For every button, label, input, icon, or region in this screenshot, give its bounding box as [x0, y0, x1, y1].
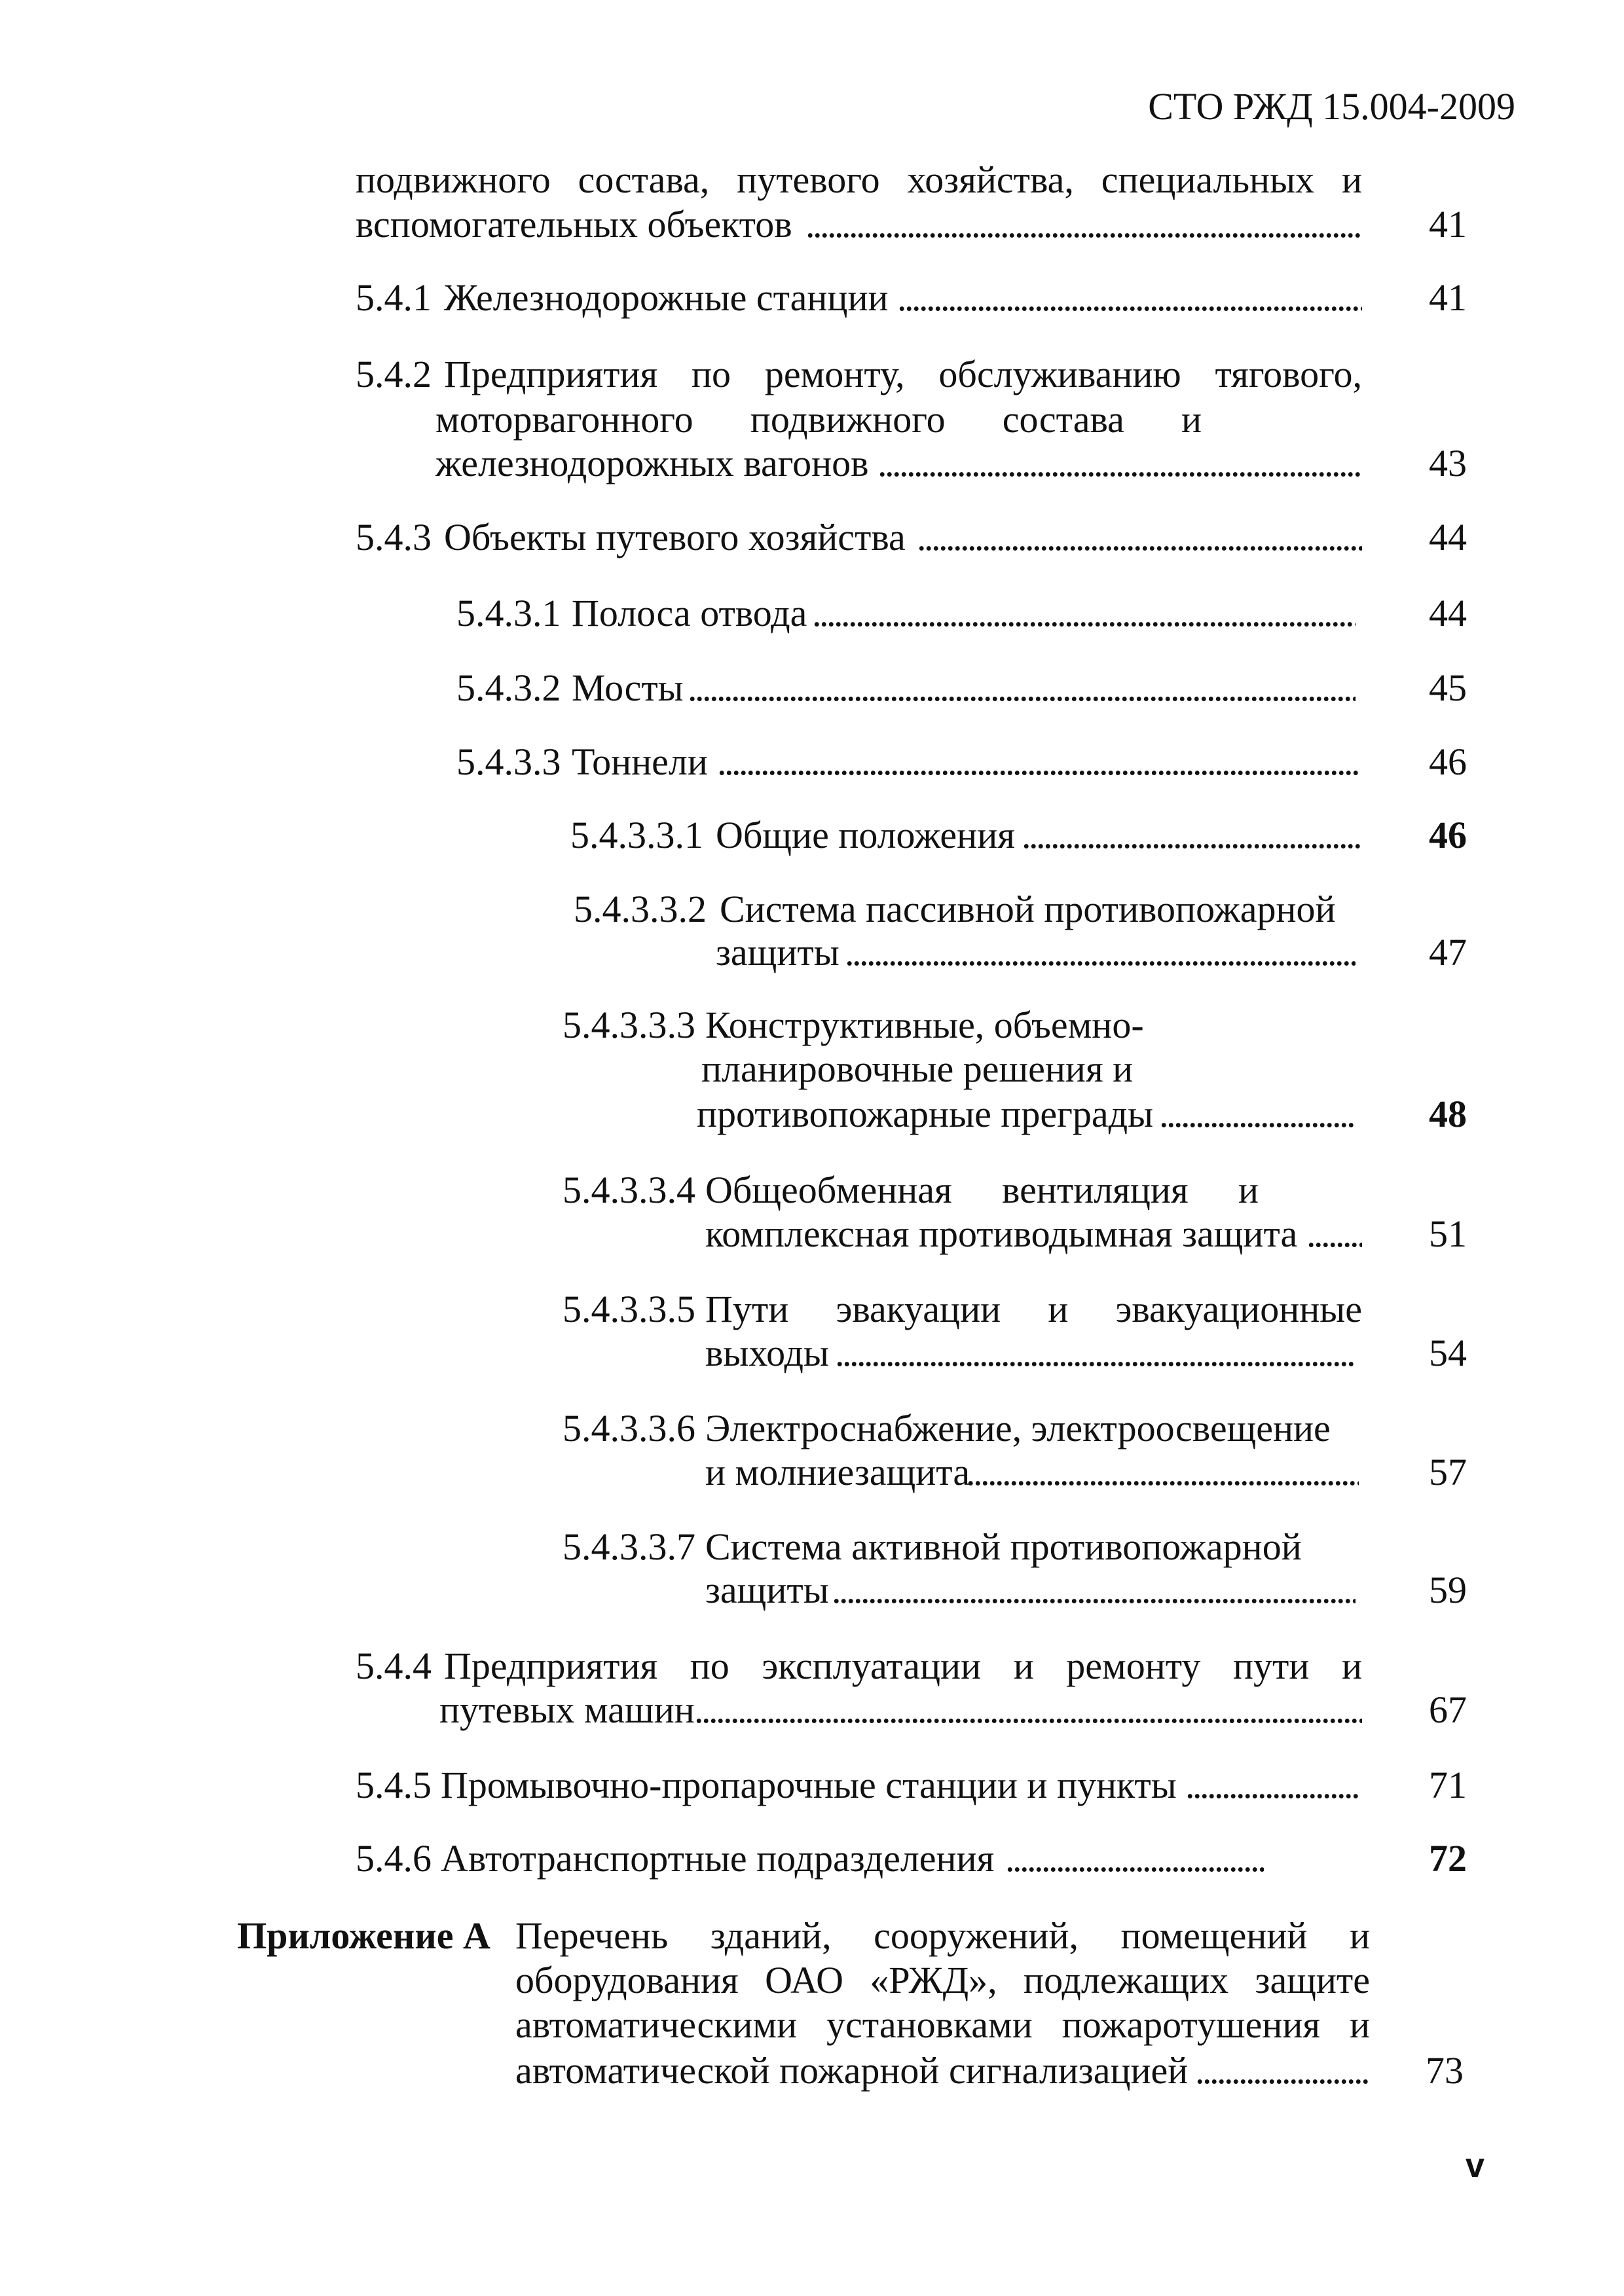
toc-entry-number: 5.4.3.1 [456, 592, 561, 634]
page-number-footer: v [1466, 2147, 1485, 2185]
toc-entry-line: Пути эвакуации и эвакуационные [705, 1288, 1362, 1330]
toc-entry-number: 5.4.3.3.1 [570, 814, 703, 856]
toc-page-number: 67 [1429, 1688, 1467, 1731]
toc-entry-line: планировочные решения и [701, 1048, 1134, 1090]
toc-entry-line: Предприятия по эксплуатации и ремонту пути и [444, 1645, 1362, 1687]
dot-leader [694, 1687, 1362, 1733]
toc-entry-line: Общеобменная вентиляция и [705, 1169, 1259, 1211]
dot-leader [832, 1567, 1356, 1613]
toc-page-number: 48 [1429, 1093, 1467, 1135]
toc-page-number: 51 [1429, 1212, 1467, 1255]
toc-page-number: 71 [1429, 1764, 1467, 1806]
toc-entry-number: 5.4.3.2 [456, 666, 561, 709]
dot-leader [845, 930, 1356, 975]
dot-leader [1195, 2048, 1369, 2094]
toc-entry-number: 5.4.1 [356, 276, 432, 319]
dot-leader [966, 1449, 1359, 1495]
toc-entry-line: вспомогательных объектов [356, 203, 792, 246]
toc-page-number: 46 [1429, 740, 1467, 783]
toc-entry-line: защиты [716, 931, 840, 974]
toc-entry-line: защиты [705, 1569, 829, 1611]
dot-leader [812, 591, 1356, 636]
dot-leader [717, 739, 1359, 785]
toc-entry-line: оборудования ОАО «РЖД», подлежащих защите [515, 1959, 1370, 2001]
toc-entry-line: путевых машин [439, 1688, 695, 1731]
toc-entry-number: 5.4.3.3.5 [563, 1288, 695, 1330]
toc-entry-line: Промывочно-пропарочные станции и пункты [441, 1764, 1177, 1806]
toc-entry-line: железнодорожных вагонов [435, 442, 869, 484]
toc-entry-line: Конструктивные, объемно- [705, 1004, 1144, 1046]
toc-entry-number: 5.4.6 [356, 1837, 432, 1880]
toc-entry-number: 5.4.3.3.7 [563, 1525, 695, 1568]
toc-entry-line: Электроснабжение, электроосвещение [705, 1407, 1331, 1449]
toc-page-number: 45 [1429, 666, 1467, 709]
toc-entry-line: и молниезащита [705, 1451, 970, 1493]
toc-page-number: 47 [1429, 931, 1467, 974]
appendix-label: Приложение А [237, 1914, 490, 1957]
dot-leader [1306, 1211, 1362, 1257]
toc-entry-line: Перечень зданий, сооружений, помещений и [515, 1914, 1370, 1957]
toc-entry-number: 5.4.3 [356, 516, 432, 558]
toc-entry-number: 5.4.3.3.2 [574, 888, 707, 930]
dot-leader [917, 515, 1362, 560]
dot-leader [1185, 1762, 1359, 1808]
toc-entry-line: противопожарные преграды [697, 1093, 1154, 1135]
toc-page-number: 44 [1429, 516, 1467, 558]
toc-entry-line: выходы [705, 1332, 829, 1374]
toc-page-number: 73 [1426, 2049, 1464, 2092]
toc-entry-line: Мосты [572, 666, 684, 709]
toc-page-number: 59 [1429, 1569, 1467, 1611]
toc-page-number: 41 [1429, 276, 1467, 319]
toc-page-number: 41 [1429, 203, 1467, 246]
toc-page-number: 54 [1429, 1332, 1467, 1374]
toc-entry-line: Полоса отвода [572, 592, 807, 634]
toc-entry-line: Система активной противопожарной [705, 1525, 1302, 1568]
dot-leader [688, 665, 1356, 711]
toc-page-number: 72 [1429, 1837, 1467, 1880]
toc-entry-number: 5.4.2 [356, 353, 432, 395]
dot-leader [897, 275, 1362, 321]
toc-entry-number: 5.4.4 [356, 1645, 432, 1687]
toc-entry-number: 5.4.3.3.3 [563, 1004, 695, 1046]
toc-entry-number: 5.4.3.3.6 [563, 1407, 695, 1449]
toc-page-number: 57 [1429, 1451, 1467, 1493]
dot-leader [1022, 812, 1362, 858]
toc-entry-line: подвижного состава, путевого хозяйства, специальных и [356, 158, 1362, 201]
toc-entry-line: автоматической пожарной сигнализацией [515, 2049, 1189, 2092]
toc-entry-line: моторвагонного подвижного состава и [435, 398, 1202, 441]
dot-leader [835, 1330, 1356, 1376]
toc-page-number: 43 [1429, 442, 1467, 484]
toc-page-number: 44 [1429, 592, 1467, 634]
toc-entry-line: Общие положения [716, 814, 1015, 856]
toc-entry-line: Автотранспортные подразделения [441, 1837, 995, 1880]
dot-leader [805, 202, 1362, 247]
toc-entry-line: Система пассивной противопожарной [720, 888, 1336, 930]
dot-leader [1005, 1836, 1264, 1882]
toc-entry-line: комплексная противодымная защита [705, 1212, 1298, 1255]
toc-entry-number: 5.4.5 [356, 1764, 432, 1806]
toc-entry-line: Железнодорожные станции [444, 276, 889, 319]
toc-entry-line: Предприятия по ремонту, обслуживанию тягового, [444, 353, 1362, 395]
dot-leader [877, 441, 1362, 486]
toc-page-number: 46 [1429, 814, 1467, 856]
document-code-header: СТО РЖД 15.004-2009 [1148, 85, 1515, 128]
toc-entry-line: Тоннели [572, 740, 708, 783]
dot-leader [1159, 1091, 1356, 1137]
toc-entry-number: 5.4.3.3.4 [563, 1169, 695, 1211]
toc-entry-line: автоматическими установками пожаротушения и [515, 2003, 1370, 2046]
toc-entry-number: 5.4.3.3 [456, 740, 561, 783]
toc-entry-line: Объекты путевого хозяйства [444, 516, 906, 558]
